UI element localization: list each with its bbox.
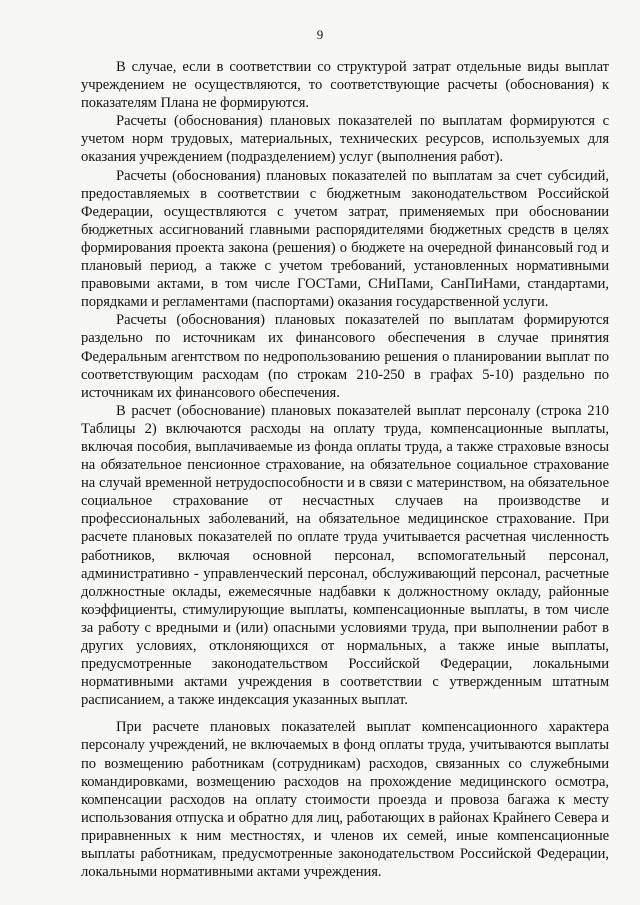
paragraph-4: Расчеты (обоснования) плановых показателей по выплатам формируются раздельно по источникам их финансового обеспечения в случае принятия Федеральным агентством по недропользованию решения о планировании выплат по соответствующим расходам (по строкам 210-250 в графах 5-10) раздельно по источникам их финансового обеспечения. [81, 312, 609, 401]
page-number: 9 [316, 27, 324, 42]
paragraph-3: Расчеты (обоснования) плановых показателей по выплатам за счет субсидий, предоставляемых в соответствии с бюджетным законодательством Российской Федерации, осуществляются с учетом затрат, применяемых при обосновании бюджетных ассигнований главными распорядителями бюджетных средств в целях формирования проекта закона (решения) о бюджете на очередной финансовый год и плановый период, а также с учетом требований, установленных нормативными правовыми актами, в том числе ГОСТами, СНиПами, СанПиНами, стандартами, порядками и регламентами (паспортами) оказания государственной услуги. [81, 167, 609, 311]
paragraph-1: В случае, если в соответствии со структурой затрат отдельные виды выплат учреждением не осуществляются, то соответствующие расчеты (обоснования) к показателям Плана не формируются. [81, 59, 609, 112]
paragraph-5: В расчет (обоснование) плановых показателей выплат персоналу (строка 210 Таблицы 2) включаются расходы на оплату труда, компенсационные выплаты, включая пособия, выплачиваемые из фонда оплаты труда, а также страховые взносы на обязательное пенсионное страхование, на обязательное социальное страхование на случай временной нетрудоспособности и в связи с материнством, на обязательное социальное страхование от несчастных случаев на производстве и профессиональных заболеваний, на обязательное медицинское страхование. При расчете плановых показателей по оплате труда учитывается расчетная численность работников, включая основной персонал, вспомогательный персонал, административно - управленческий персонал, обслуживающий персонал, расчетные должностные оклады, ежемесячные надбавки к должностному окладу, районные коэффициенты, стимулирующие выплаты, компенсационные выплаты, в том числе за работу с вредными и (или) опасными условиями труда, при выполнении работ в других условиях, отклоняющихся от нормальных, а также иные выплаты, предусмотренные законодательством Российской Федерации, локальными нормативными актами учреждения в соответствии с утвержденным штатным расписанием, а также индексация указанных выплат. [81, 402, 609, 709]
paragraph-6: При расчете плановых показателей выплат компенсационного характера персоналу учреждений, не включаемых в фонд оплаты труда, учитываются выплаты по возмещению работникам (сотрудникам) расходов, связанных со служебными командировками, возмещению расходов на прохождение медицинского осмотра, компенсации расходов на оплату стоимости проезда и провоза багажа к месту использования отпуска и обратно для лиц, работающих в районах Крайнего Севера и приравненных к ним местностях, и членов их семей, иные компенсационные выплаты работникам, предусмотренные законодательством Российской Федерации, локальными нормативными актами учреждения. [81, 719, 609, 881]
document-body [81, 58, 609, 881]
paragraph-2: Расчеты (обоснования) плановых показателей по выплатам формируются с учетом норм трудовых, материальных, технических ресурсов, используемых для оказания учреждением (подразделением) услуг (выполнения работ). [81, 113, 609, 166]
